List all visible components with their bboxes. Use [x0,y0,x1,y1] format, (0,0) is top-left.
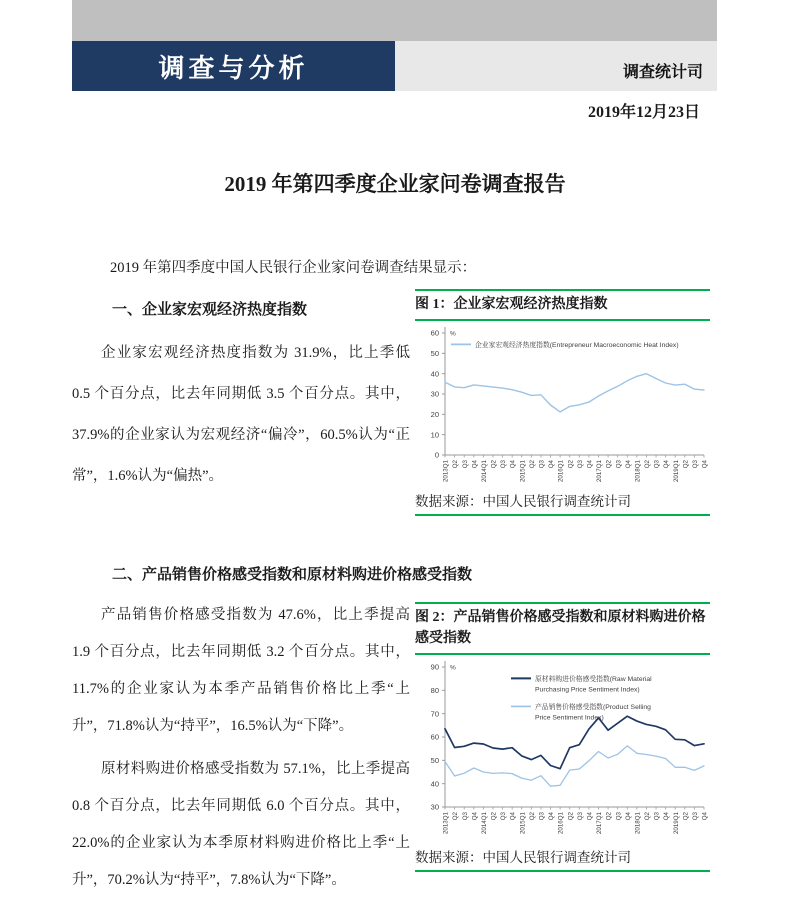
svg-text:50: 50 [430,348,439,358]
svg-text:Q2: Q2 [605,812,613,821]
banner [72,41,395,91]
figure-1-chart [415,321,710,491]
svg-text:Q4: Q4 [548,812,556,821]
section-2-paragraph-2: 原材料购进价格感受指数为 57.1%，比上季提高 0.8 个百分点，比去年同期低 6.0 个百分点。其中，22.0%的企业家认为本季原材料购进价格比上季“上升”，70.2%认为“持平”，7.8%认为“下降”。 [72,761,410,888]
svg-text:Q2: Q2 [452,812,460,821]
svg-text:80: 80 [430,685,439,695]
svg-text:Q2: Q2 [528,460,536,469]
svg-text:2015Q1: 2015Q1 [519,460,527,483]
date-label: 2019年12月23日 [587,104,700,121]
svg-text:Q2: Q2 [644,460,652,469]
svg-text:2018Q1: 2018Q1 [634,812,642,835]
svg-text:10: 10 [430,430,439,440]
figure-1-caption: 图 1：企业家宏观经济热度指数 [415,297,608,312]
svg-text:2019Q1: 2019Q1 [672,812,680,835]
intro-paragraph: 2019 年第四季度中国人民银行企业家问卷调查结果显示： [110,260,477,276]
svg-text:Q3: Q3 [576,812,584,821]
svg-text:Q3: Q3 [615,460,623,469]
svg-text:Q3: Q3 [538,460,546,469]
svg-text:Q2: Q2 [567,812,575,821]
svg-text:Q2: Q2 [452,460,460,469]
svg-text:30: 30 [430,802,439,812]
svg-text:Q4: Q4 [624,812,632,821]
figure-2 [415,602,710,872]
svg-text:Q3: Q3 [538,812,546,821]
svg-text:0: 0 [434,450,439,460]
svg-text:2014Q1: 2014Q1 [480,812,488,835]
svg-text:40: 40 [430,369,439,379]
svg-text:2014Q1: 2014Q1 [480,460,488,483]
svg-text:30: 30 [430,389,439,399]
section-2-heading: 二、产品销售价格感受指数和原材料购进价格感受指数 [112,567,473,583]
svg-text:Q2: Q2 [605,460,613,469]
section-1-paragraph: 企业家宏观经济热度指数为 31.9%，比上季低 0.5 个百分点，比去年同期低 3.5 个百分点。其中，37.9%的企业家认为宏观经济“偏冷”，60.5%认为“正常”，1.6%认为“偏热”。 [72,345,410,484]
svg-text:企业家宏观经济热度指数(Entrepreneur Macro: 企业家宏观经济热度指数(Entrepreneur Macroeconomic Heat Index) [475,342,679,349]
svg-text:Q3: Q3 [461,812,469,821]
figure-1-source: 数据来源：中国人民银行调查统计司 [415,494,631,509]
svg-text:Q2: Q2 [682,812,690,821]
svg-text:Q3: Q3 [653,812,661,821]
header-gray-band [72,0,717,41]
svg-text:2013Q1: 2013Q1 [442,812,450,835]
svg-text:2018Q1: 2018Q1 [634,460,642,483]
department-label: 调查统计司 [622,64,703,81]
svg-text:Q4: Q4 [471,460,479,469]
figure-2-bottom-rule [415,870,710,872]
svg-text:Q3: Q3 [461,460,469,469]
figure-2-caption: 图 2：产品销售价格感受指数和原材料购进价格感受指数 [415,610,706,646]
svg-text:2019Q1: 2019Q1 [672,460,680,483]
section-1-heading: 一、企业家宏观经济热度指数 [112,302,308,318]
svg-text:90: 90 [430,662,439,672]
svg-text:2017Q1: 2017Q1 [596,460,604,483]
svg-text:2013Q1: 2013Q1 [442,460,450,483]
department-box [395,41,717,91]
svg-text:70: 70 [430,709,439,719]
svg-text:Q4: Q4 [509,812,517,821]
svg-text:Price Sentiment Index): Price Sentiment Index) [535,714,604,722]
svg-text:Q4: Q4 [663,812,671,821]
svg-text:50: 50 [430,755,439,765]
svg-text:Q4: Q4 [509,460,517,469]
svg-text:Q4: Q4 [624,460,632,469]
banner-title: 调查与分析 [158,52,309,83]
svg-text:Q2: Q2 [682,460,690,469]
svg-text:Q3: Q3 [500,812,508,821]
svg-text:Q3: Q3 [500,460,508,469]
svg-text:20: 20 [430,409,439,419]
svg-text:Q4: Q4 [471,812,479,821]
svg-text:Q4: Q4 [586,812,594,821]
section-2-paragraph-1: 产品销售价格感受指数为 47.6%，比上季提高 1.9 个百分点，比去年同期低 3.2 个百分点。其中，11.7%的企业家认为本季产品销售价格比上季“上升”，71.8%认为“持平”，16.5%认为“下降”。 [72,607,410,734]
svg-text:产品销售价格感受指数(Product Selling: 产品销售价格感受指数(Product Selling [535,704,651,711]
svg-text:Q2: Q2 [567,460,575,469]
svg-text:Purchasing Price Sentiment In: Purchasing Price Sentiment Index) [535,686,640,694]
svg-text:Q2: Q2 [490,460,498,469]
svg-text:2016Q1: 2016Q1 [557,460,565,483]
svg-text:Q4: Q4 [586,460,594,469]
svg-text:%: % [450,664,456,672]
svg-text:2016Q1: 2016Q1 [557,812,565,835]
svg-text:2017Q1: 2017Q1 [596,812,604,835]
svg-text:Q3: Q3 [692,812,700,821]
svg-text:60: 60 [430,328,439,338]
svg-text:Q2: Q2 [528,812,536,821]
svg-text:60: 60 [430,732,439,742]
svg-text:原材料购进价格感受指数(Raw Material: 原材料购进价格感受指数(Raw Material [535,676,652,683]
svg-text:Q4: Q4 [548,460,556,469]
svg-text:Q3: Q3 [653,460,661,469]
svg-text:Q3: Q3 [692,460,700,469]
svg-text:Q3: Q3 [576,460,584,469]
svg-text:Q3: Q3 [615,812,623,821]
svg-text:Q4: Q4 [663,460,671,469]
report-title: 2019 年第四季度企业家问卷调查报告 [224,172,566,196]
svg-text:40: 40 [430,779,439,789]
svg-text:Q4: Q4 [701,812,709,821]
svg-text:Q4: Q4 [701,460,709,469]
figure-2-source: 数据来源：中国人民银行调查统计司 [415,850,631,865]
svg-text:Q2: Q2 [644,812,652,821]
svg-text:%: % [450,330,456,338]
svg-text:2015Q1: 2015Q1 [519,812,527,835]
figure-1-bottom-rule [415,514,710,516]
svg-text:Q2: Q2 [490,812,498,821]
figure-2-chart [415,655,710,847]
figure-1 [415,289,710,516]
